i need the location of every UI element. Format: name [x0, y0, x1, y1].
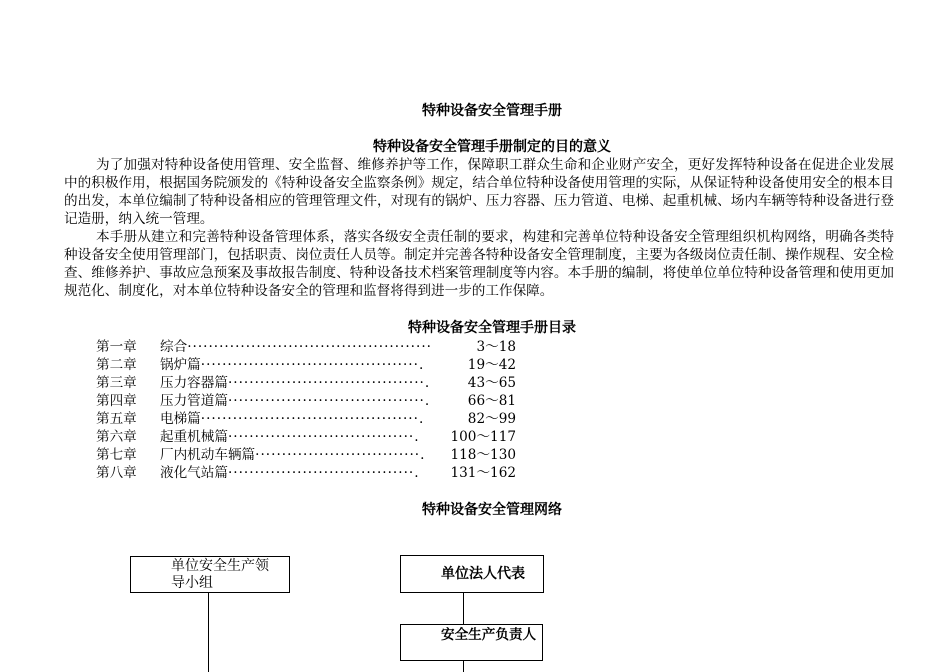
toc-entry: 第七章 厂内机动车辆篇 ·······························. 118～130: [96, 447, 516, 463]
table-of-contents: [96, 338, 516, 482]
org-box-legal-rep-label: 单位法人代表: [441, 566, 525, 582]
org-box-safety-head: [400, 624, 543, 661]
org-box-legal-rep: [400, 555, 544, 593]
connector-legal-to-safety: [463, 593, 464, 624]
connector-safety-down: [463, 661, 464, 672]
toc-entry: 第六章 起重机械篇 ···································. 100～117: [96, 429, 516, 445]
paragraph-2: 本手册从建立和完善特种设备管理体系，落实各级安全责任制的要求，构建和完善单位特种设备安全管理组织机构网络，明确各类特种设备安全使用管理部门，包括职责、岗位责任人员等。制定并完善各特种设备安全管理制度，主要为各级岗位责任制、操作规程、安全检查、维修养护、事故应急预案及事故报告制度、特种设备技术档案管理制度等内容。本手册的编制，将使单位单位特种设备管理和使用更加规范化、制度化，对本单位特种设备安全的管理和监督将得到进一步的工作保障。: [64, 229, 894, 299]
org-box-safety-head-label: 安全生产负责人: [441, 627, 537, 643]
purpose-heading: 特种设备安全管理手册制定的目的意义: [373, 139, 611, 155]
toc-entry: 第三章 压力容器篇 ·····································. 43～65: [96, 375, 516, 391]
paragraph-1: 为了加强对特种设备使用管理、安全监督、维修养护等工作，保障职工群众生命和企业财产安全，更好发挥特种设备在促进企业发展中的积极作用，根据国务院颁发的《特种设备安全监察条例》规定，结合单位特种设备使用管理的实际，从保证特种设备使用安全的根本目的出发，本单位编制了特种设备相应的管理管理文件，对现有的锅炉、压力容器、压力管道、电梯、起重机械、场内车辆等特种设备进行登记造册，纳入统一管理。: [64, 157, 894, 227]
network-heading: 特种设备安全管理网络: [422, 502, 562, 518]
toc-entry: 第二章 锅炉篇 ·········································. 19～42: [96, 357, 516, 373]
document-title: 特种设备安全管理手册: [422, 103, 562, 119]
toc-entry: 第五章 电梯篇 ·········································. 82～99: [96, 411, 516, 427]
org-box-leader-group: [130, 556, 290, 593]
connector-leader-group: [208, 593, 209, 672]
org-box-leader-group-label: 单位安全生产领导小组: [171, 558, 269, 591]
toc-entry: 第八章 液化气站篇 ···································. 131～162: [96, 465, 516, 481]
toc-heading: 特种设备安全管理手册目录: [408, 320, 576, 336]
toc-entry: 第一章 综合 ·············································· 3～18: [96, 339, 516, 355]
toc-entry: 第四章 压力管道篇 ·····································. 66～81: [96, 393, 516, 409]
